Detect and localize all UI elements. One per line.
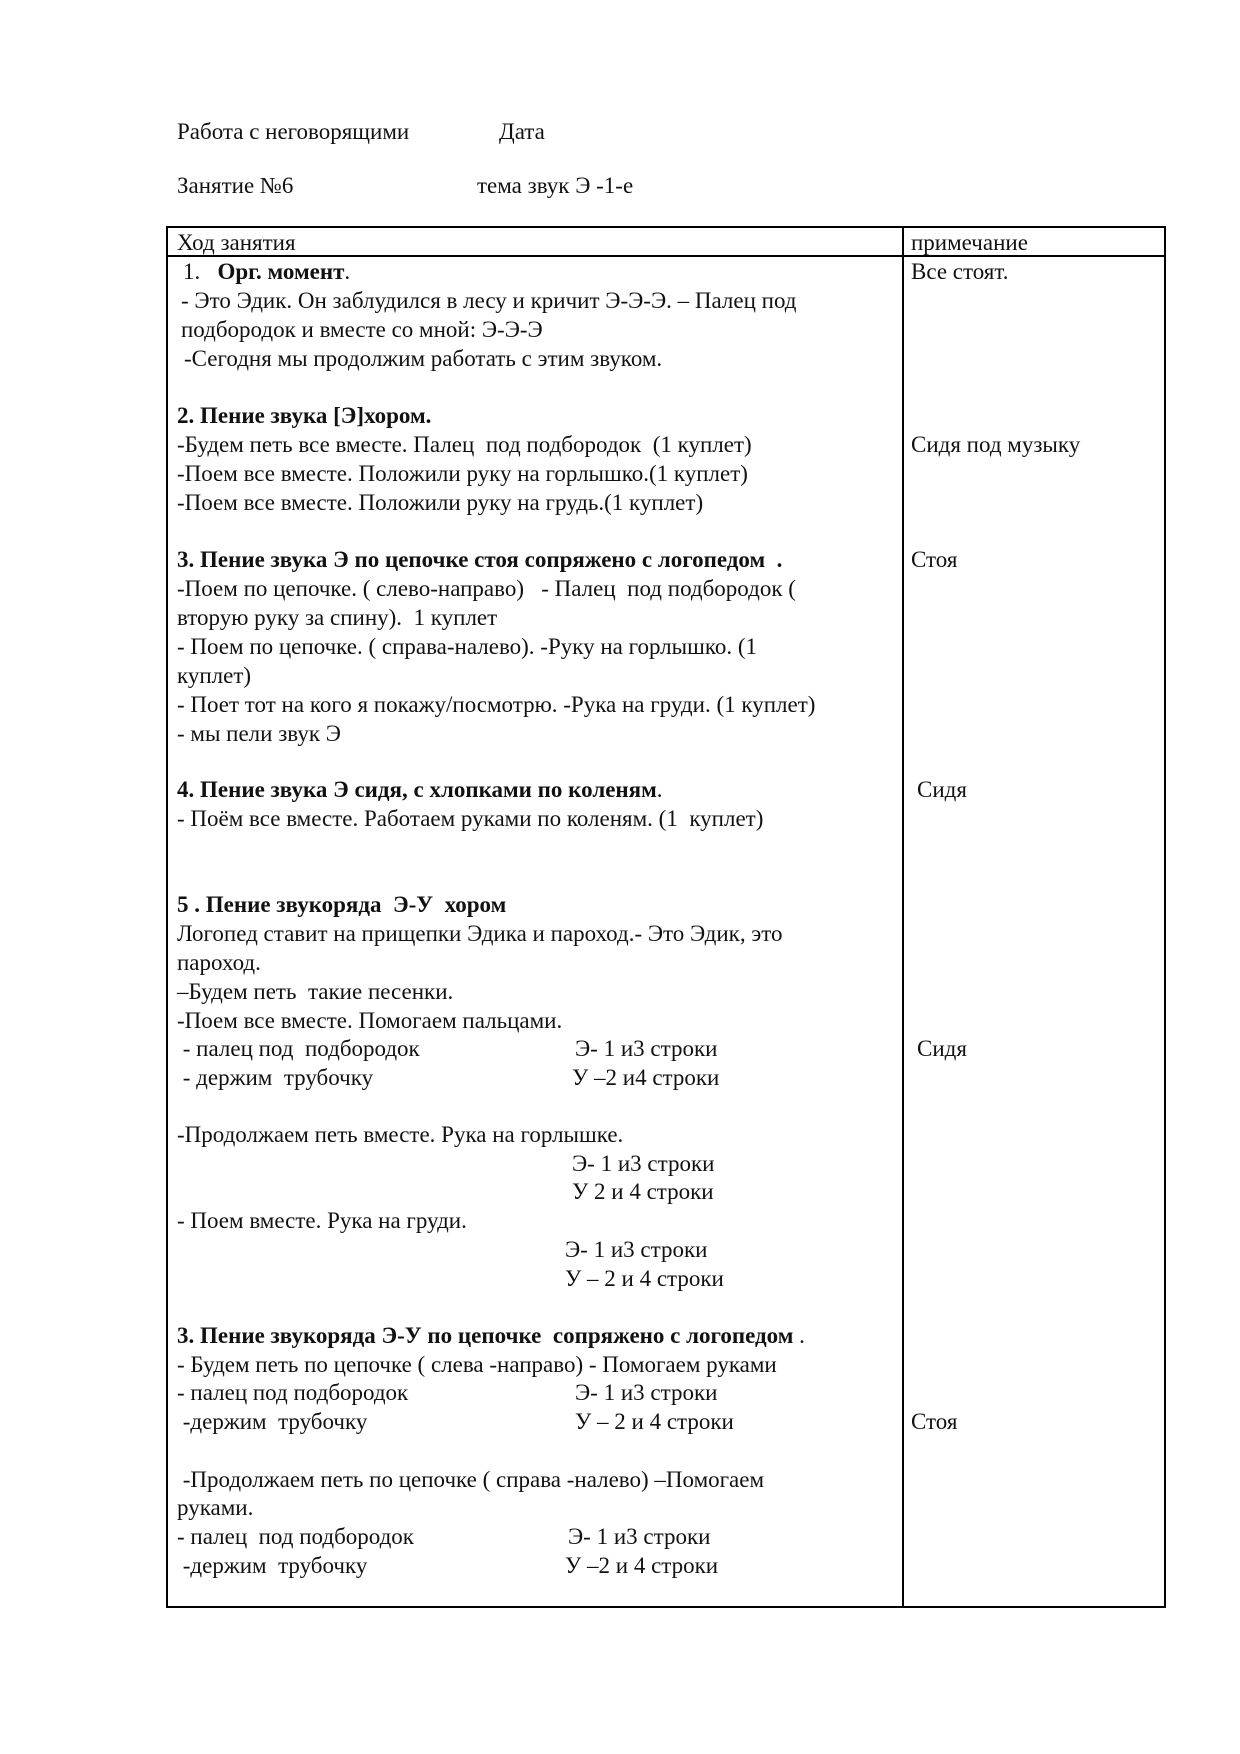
- section-6-pair-right: Э- 1 и3 строки: [568, 1524, 711, 1549]
- section-5-title: 5 . Пение звукоряда Э-У хором: [177, 892, 507, 917]
- date-label: Дата: [499, 119, 545, 144]
- section-5-right: Э- 1 и3 строки: [572, 1151, 715, 1176]
- section-5-line: пароход.: [177, 950, 261, 975]
- section-4-heading: [177, 775, 663, 804]
- section-6-pair-right: У –2 и 4 строки: [565, 1553, 719, 1578]
- note-1: Все стоят.: [911, 259, 1009, 284]
- section-5-pair-right: Э- 1 и3 строки: [575, 1036, 718, 1061]
- section-2-line: -Будем петь все вместе. Палец под подбородок (1 куплет): [177, 432, 752, 457]
- lesson-label: Занятие №6: [177, 173, 294, 198]
- section-3-line: куплет): [177, 663, 252, 688]
- section-6-pair-right: У – 2 и 4 строки: [575, 1409, 734, 1434]
- section-6-title: 3. Пение звукоряда Э-У по цепочке сопряжено с логопедом: [177, 1323, 794, 1348]
- section-5-right: У 2 и 4 строки: [572, 1179, 714, 1204]
- org-label: Работа с неговорящими: [177, 119, 410, 144]
- section-6-pair-left: -держим трубочку: [177, 1553, 368, 1578]
- section-1-title: Орг. момент: [217, 259, 345, 284]
- note-3: Стоя: [911, 547, 958, 572]
- section-6-pair-left: - палец под подбородок: [177, 1524, 414, 1549]
- topic-label: тема звук Э -1-е: [477, 173, 634, 198]
- section-1-number: 1.: [183, 259, 201, 284]
- section-6-title-tail: .: [793, 1323, 805, 1348]
- section-6-line: руками.: [177, 1495, 254, 1520]
- col-header-course: Ход занятия: [177, 230, 296, 255]
- section-5-pair-left: - держим трубочку: [177, 1065, 374, 1090]
- section-5-right: Э- 1 и3 строки: [565, 1237, 708, 1262]
- section-5-line: –Будем петь такие песенки.: [177, 979, 454, 1004]
- section-3-line: вторую руку за спину). 1 куплет: [177, 605, 498, 630]
- note-5: Сидя: [917, 1036, 967, 1061]
- section-2-title: 2. Пение звука [Э]хором.: [177, 403, 432, 428]
- section-3-line: -Поем по цепочке. ( слево-направо) - Палец под подбородок (: [177, 576, 796, 601]
- section-4-title: 4. Пение звука Э сидя, с хлопками по коленям: [177, 777, 657, 802]
- section-1-title-tail: .: [344, 259, 351, 284]
- section-6-pair-left: -держим трубочку: [177, 1409, 368, 1434]
- section-2-line: -Поем все вместе. Положили руку на горлышко.(1 куплет): [177, 461, 748, 486]
- section-4-line: - Поём все вместе. Работаем руками по коленям. (1 куплет): [177, 806, 764, 831]
- section-6-pair-left: - палец под подбородок: [177, 1380, 409, 1405]
- section-6-line: - Будем петь по цепочке ( слева -направо) - Помогаем руками: [177, 1352, 777, 1377]
- section-1-line: - Это Эдик. Он заблудился в лесу и кричит Э-Э-Э. – Палец под: [181, 288, 797, 313]
- section-3-line: - Поем по цепочке. ( справа-налево). -Руку на горлышко. (1: [177, 634, 757, 659]
- section-5-right: У – 2 и 4 строки: [565, 1266, 724, 1291]
- section-3-line: - Поет тот на кого я покажу/посмотрю. -Рука на груди. (1 куплет): [177, 692, 816, 717]
- section-5-line: - Поем вместе. Рука на груди.: [177, 1208, 467, 1233]
- section-1-line: -Сегодня мы продолжим работать с этим звуком.: [184, 346, 663, 371]
- section-5-line: -Поем все вместе. Помогаем пальцами.: [177, 1008, 563, 1033]
- note-4: Сидя: [917, 777, 967, 802]
- col-header-notes: примечание: [911, 230, 1028, 255]
- section-6-line: -Продолжаем петь по цепочке ( справа -налево) –Помогаем: [177, 1467, 765, 1492]
- note-2: Сидя под музыку: [911, 432, 1081, 457]
- section-6-pair-right: Э- 1 и3 строки: [575, 1380, 718, 1405]
- section-3-title: 3. Пение звука Э по цепочке стоя сопряжено с логопедом .: [177, 547, 783, 572]
- section-1-heading: [183, 257, 350, 286]
- column-divider: [902, 226, 904, 1608]
- section-1-line: подбородок и вместе со мной: Э-Э-Э: [181, 317, 543, 342]
- section-2-line: -Поем все вместе. Положили руку на грудь.(1 куплет): [177, 490, 704, 515]
- section-6-heading: [177, 1321, 805, 1350]
- section-5-line: -Продолжаем петь вместе. Рука на горлышке.: [177, 1122, 624, 1147]
- section-3-line: - мы пели звук Э: [177, 721, 341, 746]
- section-5-pair-right: У –2 и4 строки: [572, 1065, 720, 1090]
- section-4-title-tail: .: [656, 777, 663, 802]
- section-5-pair-left: - палец под подбородок: [177, 1036, 420, 1061]
- section-5-line: Логопед ставит на прищепки Эдика и пароход.- Это Эдик, это: [177, 921, 783, 946]
- note-6: Стоя: [911, 1409, 958, 1434]
